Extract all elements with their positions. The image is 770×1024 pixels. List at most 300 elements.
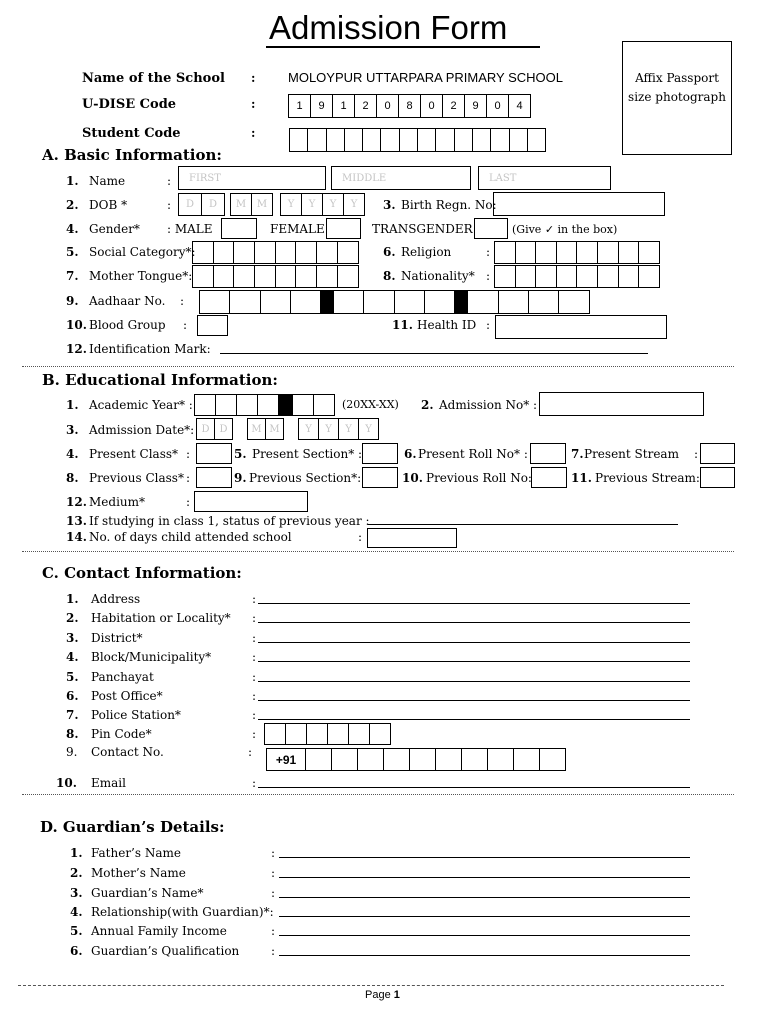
input-cell[interactable] [257, 394, 279, 416]
page-number [365, 989, 400, 1001]
colon: : [167, 174, 172, 188]
colon: : [486, 318, 491, 332]
days-attended-label: No. of days child attended school [89, 530, 292, 544]
input-cell[interactable] [275, 241, 297, 264]
item-number: 10. [402, 471, 423, 485]
input-cell[interactable] [487, 748, 514, 771]
input-cell[interactable] [194, 394, 216, 416]
last-name-input[interactable]: LAST [478, 166, 611, 190]
input-cell[interactable] [344, 128, 363, 152]
contact-label-9: Contact No. [91, 745, 164, 759]
input-cell[interactable] [597, 265, 619, 288]
input-cell[interactable] [515, 265, 537, 288]
input-cell[interactable] [233, 241, 255, 264]
footer-divider [18, 985, 724, 986]
input-cell[interactable] [357, 748, 384, 771]
section-a-heading: A. Basic Information: [42, 146, 222, 164]
input-cell[interactable] [399, 128, 418, 152]
input-cell[interactable] [275, 265, 297, 288]
colon: : [271, 924, 276, 938]
input-cell[interactable] [454, 128, 473, 152]
udise-digit: 0 [486, 94, 509, 118]
input-cell[interactable] [576, 241, 598, 264]
guardian-input-4[interactable] [279, 916, 690, 917]
health-id-input[interactable] [495, 315, 667, 339]
input-cell[interactable] [307, 128, 326, 152]
input-cell[interactable] [576, 265, 598, 288]
contact-input-5[interactable] [258, 681, 690, 682]
input-cell[interactable] [254, 241, 276, 264]
input-cell[interactable] [306, 723, 328, 745]
guardian-input-3[interactable] [279, 897, 690, 898]
item-number: 4. [70, 905, 83, 919]
guardian-label-5: Annual Family Income [91, 924, 227, 938]
dob-year-input[interactable] [280, 193, 364, 216]
placeholder-cell[interactable]: M [265, 418, 284, 440]
academic-year-hint: (20XX-XX) [342, 398, 399, 411]
placeholder-cell[interactable]: D [196, 418, 215, 440]
contact-input-2[interactable] [258, 622, 690, 623]
section-c-heading: C. Contact Information: [42, 564, 242, 582]
input-cell[interactable] [295, 241, 317, 264]
gender-female-checkbox[interactable] [326, 218, 361, 239]
input-cell[interactable] [618, 265, 640, 288]
section-d-heading: D. Guardian’s Details: [40, 818, 225, 836]
academic-year-label: Academic Year* : [89, 398, 193, 412]
section-divider [22, 366, 734, 367]
placeholder-cell[interactable]: M [251, 193, 273, 216]
input-cell[interactable] [233, 265, 255, 288]
input-cell[interactable] [383, 748, 410, 771]
item-number: 10. [56, 776, 77, 790]
input-cell[interactable] [556, 265, 578, 288]
gender-label: Gender* [89, 222, 140, 236]
udise-digit: 1 [332, 94, 355, 118]
input-cell[interactable] [192, 241, 214, 264]
item-number: 7. [571, 447, 584, 461]
input-cell[interactable] [331, 748, 358, 771]
guardian-label-2: Mother’s Name [91, 866, 186, 880]
social-category-label: Social Category*: [89, 245, 196, 259]
page-number-value: 1 [393, 989, 400, 1001]
item-number: 3. [70, 886, 83, 900]
gender-female-label: FEMALE [270, 222, 325, 236]
udise-digit: 4 [508, 94, 531, 118]
input-cell[interactable] [435, 748, 462, 771]
religion-label: Religion [401, 245, 452, 259]
placeholder-cell[interactable]: M [230, 193, 252, 216]
item-number: 11. [571, 471, 592, 485]
contact-input-6[interactable] [258, 700, 690, 701]
guardian-input-1[interactable] [279, 857, 690, 858]
input-cell[interactable] [326, 128, 345, 152]
input-cell[interactable] [618, 241, 640, 264]
input-cell[interactable] [236, 394, 258, 416]
section-divider [22, 551, 734, 552]
name-label: Name [89, 174, 126, 188]
input-cell[interactable] [556, 241, 578, 264]
guardian-label-3: Guardian’s Name* [91, 886, 204, 900]
placeholder-cell[interactable]: Y [280, 193, 302, 216]
placeholder-cell[interactable]: Y [343, 193, 365, 216]
previous-class-label: Previous Class* [89, 471, 184, 485]
item-number: 12. [66, 342, 87, 356]
admission-year-input[interactable] [298, 418, 378, 440]
input-cell[interactable] [461, 748, 488, 771]
student-code-label: Student Code [82, 126, 181, 141]
birth-regn-label: Birth Regn. No: [401, 198, 497, 212]
input-cell[interactable] [295, 265, 317, 288]
admission-no-input[interactable] [539, 392, 704, 416]
aadhaar-digit-cell[interactable] [424, 290, 455, 314]
item-number: 7. [66, 269, 79, 283]
colon: : [252, 670, 257, 684]
aadhaar-digit-cell[interactable] [498, 290, 529, 314]
item-number: 8. [383, 269, 396, 283]
contact-label-5: Panchayat [91, 670, 154, 684]
gender-male-checkbox[interactable] [221, 218, 257, 239]
aadhaar-digit-cell[interactable] [467, 290, 498, 314]
placeholder-cell[interactable]: D [201, 193, 225, 216]
section-divider [22, 794, 734, 795]
input-cell[interactable] [527, 128, 546, 152]
previous-roll-input[interactable] [531, 467, 567, 488]
separator-block [454, 290, 468, 314]
colon: : [183, 318, 188, 332]
item-number: 4. [66, 222, 79, 236]
udise-digit: 8 [398, 94, 421, 118]
colon: : [252, 650, 257, 664]
gender-transgender-label: TRANSGENDER [372, 222, 473, 236]
colon: : [167, 198, 172, 212]
input-cell[interactable] [316, 265, 338, 288]
colon: : [252, 689, 257, 703]
item-number: 1. [66, 398, 79, 412]
contact-input-7[interactable] [258, 719, 690, 720]
guardian-input-5[interactable] [279, 935, 690, 936]
gender-note: (Give ✓ in the box) [512, 223, 618, 236]
udise-digit: 9 [464, 94, 487, 118]
aadhaar-digit-cell[interactable] [363, 290, 394, 314]
blood-group-label: Blood Group [89, 318, 166, 332]
nationality-label: Nationality* [401, 269, 475, 283]
present-class-label: Present Class* [89, 447, 179, 461]
input-cell[interactable] [292, 394, 314, 416]
item-number: 4. [66, 650, 79, 664]
contact-no-input[interactable] [266, 748, 565, 771]
placeholder-cell[interactable]: Y [358, 418, 379, 440]
separator-block [278, 394, 293, 416]
udise-digit: 0 [376, 94, 399, 118]
previous-roll-label: Previous Roll No: [426, 471, 532, 485]
religion-input[interactable] [494, 241, 659, 264]
item-number: 4. [66, 447, 79, 461]
udise-digit: 2 [354, 94, 377, 118]
contact-label-6: Post Office* [91, 689, 163, 703]
dob-month-input[interactable] [230, 193, 272, 216]
colon: : [252, 631, 257, 645]
middle-name-input[interactable]: MIDDLE [331, 166, 471, 190]
input-cell[interactable] [597, 241, 619, 264]
previous-section-input[interactable] [362, 467, 398, 488]
aadhaar-label: Aadhaar No. [89, 294, 166, 308]
placeholder-cell[interactable]: Y [298, 418, 319, 440]
colon: : [358, 530, 363, 544]
medium-label: Medium* [89, 495, 146, 509]
section-b-heading: B. Educational Information: [42, 371, 278, 389]
input-cell[interactable] [435, 128, 454, 152]
aadhaar-input[interactable] [199, 290, 589, 314]
item-number: 6. [404, 447, 417, 461]
placeholder-cell[interactable]: Y [338, 418, 359, 440]
colon: : [251, 126, 256, 140]
colon: : [186, 447, 191, 461]
input-cell[interactable] [264, 723, 286, 745]
input-cell[interactable] [515, 241, 537, 264]
colon: : [252, 776, 257, 790]
contact-label-4: Block/Municipality* [91, 650, 212, 664]
item-number: 2. [66, 198, 79, 212]
previous-stream-input[interactable] [700, 467, 735, 488]
placeholder-cell[interactable]: Y [318, 418, 339, 440]
input-cell[interactable] [192, 265, 214, 288]
phone-prefix: +91 [266, 748, 306, 771]
input-cell[interactable] [348, 723, 370, 745]
contact-label-8: Pin Code* [91, 727, 152, 741]
placeholder-cell[interactable]: Y [301, 193, 323, 216]
input-cell[interactable] [472, 128, 491, 152]
admission-month-input[interactable] [247, 418, 283, 440]
colon: : [271, 886, 276, 900]
guardian-input-2[interactable] [279, 877, 690, 878]
item-number: 3. [66, 423, 79, 437]
identification-mark-input[interactable] [220, 353, 648, 354]
aadhaar-digit-cell[interactable] [558, 290, 589, 314]
input-cell[interactable] [494, 265, 516, 288]
colon: : [694, 447, 699, 461]
item-number: 8. [66, 471, 79, 485]
placeholder-cell[interactable]: D [178, 193, 202, 216]
contact-input-1[interactable] [258, 603, 690, 604]
udise-digit: 2 [442, 94, 465, 118]
academic-year-input[interactable] [194, 394, 334, 416]
guardian-label-4: Relationship(with Guardian)*: [91, 905, 274, 919]
input-cell[interactable] [494, 241, 516, 264]
previous-class-input[interactable] [196, 467, 232, 488]
previous-section-label: Previous Section*: [249, 471, 362, 485]
item-number: 3. [383, 198, 396, 212]
input-cell[interactable] [305, 748, 332, 771]
input-cell[interactable] [337, 241, 359, 264]
item-number: 6. [66, 689, 79, 703]
input-cell[interactable] [327, 723, 349, 745]
aadhaar-digit-cell[interactable] [260, 290, 291, 314]
item-number: 2. [66, 611, 79, 625]
input-cell[interactable] [539, 748, 566, 771]
present-roll-label: Present Roll No* : [418, 447, 528, 461]
item-number: 1. [66, 592, 79, 606]
udise-digit: 9 [310, 94, 333, 118]
input-cell[interactable] [417, 128, 436, 152]
colon: : [252, 708, 257, 722]
udise-code-boxes [288, 94, 530, 118]
contact-input-3[interactable] [258, 642, 690, 643]
present-section-input[interactable] [362, 443, 398, 464]
present-stream-label: Present Stream [584, 447, 679, 461]
aadhaar-digit-cell[interactable] [229, 290, 260, 314]
input-cell[interactable] [362, 128, 381, 152]
colon: : [186, 495, 191, 509]
student-code-input[interactable] [289, 128, 545, 152]
school-name-label: Name of the School [82, 71, 225, 86]
previous-year-status-input[interactable] [368, 524, 678, 525]
item-number: 1. [66, 174, 79, 188]
colon: : [180, 294, 185, 308]
item-number: 8. [66, 727, 79, 741]
item-number: 5. [70, 924, 83, 938]
admission-no-label: Admission No* : [439, 398, 538, 412]
contact-label-2: Habitation or Locality* [91, 611, 231, 625]
previous-stream-label: Previous Stream: [595, 471, 700, 485]
item-number: 3. [66, 631, 79, 645]
item-number: 5. [234, 447, 247, 461]
school-name-value: MOLOYPUR UTTARPARA PRIMARY SCHOOL [288, 70, 563, 85]
aadhaar-digit-cell[interactable] [290, 290, 321, 314]
input-cell[interactable] [490, 128, 509, 152]
item-number: 13. [66, 514, 87, 528]
contact-label-3: District* [91, 631, 143, 645]
item-number: 1. [70, 846, 83, 860]
input-cell[interactable] [254, 265, 276, 288]
input-cell[interactable] [535, 265, 557, 288]
present-roll-input[interactable] [530, 443, 566, 464]
item-number: 10. [66, 318, 87, 332]
item-number: 6. [383, 245, 396, 259]
first-name-input[interactable]: FIRST [178, 166, 326, 190]
blood-group-input[interactable] [197, 315, 228, 336]
input-cell[interactable] [289, 128, 308, 152]
medium-input[interactable] [194, 491, 308, 512]
colon: : [251, 97, 256, 111]
placeholder-cell[interactable]: Y [322, 193, 344, 216]
item-number: 5. [66, 670, 79, 684]
item-number: 9. [66, 294, 79, 308]
item-number: 2. [70, 866, 83, 880]
guardian-input-6[interactable] [279, 955, 690, 956]
input-cell[interactable] [337, 265, 359, 288]
colon: : [271, 866, 276, 880]
colon: : [248, 745, 253, 759]
gender-male-label: : MALE [167, 222, 213, 236]
identification-mark-label: Identification Mark: [89, 342, 211, 356]
placeholder-cell[interactable]: M [247, 418, 266, 440]
social-category-input[interactable] [192, 241, 358, 264]
contact-label-1: Address [91, 592, 141, 606]
admission-date-label: Admission Date*: [89, 423, 195, 437]
aadhaar-digit-cell[interactable] [199, 290, 230, 314]
placeholder-cell[interactable]: D [214, 418, 233, 440]
item-number: 9. [66, 745, 78, 759]
admission-day-input[interactable] [196, 418, 232, 440]
udise-digit: 1 [288, 94, 311, 118]
item-number: 2. [421, 398, 434, 412]
item-number: 6. [70, 944, 83, 958]
input-cell[interactable] [285, 723, 307, 745]
colon: : [186, 471, 191, 485]
separator-block [320, 290, 334, 314]
contact-input-10[interactable] [258, 787, 690, 788]
title-underline [266, 46, 540, 48]
colon: : [271, 944, 276, 958]
aadhaar-digit-cell[interactable] [394, 290, 425, 314]
item-number: 12. [66, 495, 87, 509]
dob-label: DOB * [89, 198, 128, 212]
colon: : [252, 727, 257, 741]
contact-input-4[interactable] [258, 661, 690, 662]
mother-tongue-input[interactable] [192, 265, 358, 288]
input-cell[interactable] [213, 265, 235, 288]
input-cell[interactable] [213, 241, 235, 264]
item-number: 11. [392, 318, 413, 332]
passport-photo-box[interactable]: Affix Passport size photograph [622, 41, 732, 155]
item-number: 14. [66, 530, 87, 544]
days-attended-input[interactable] [367, 528, 457, 548]
mother-tongue-label: Mother Tongue*: [89, 269, 193, 283]
contact-label-7: Police Station* [91, 708, 181, 722]
input-cell[interactable] [313, 394, 335, 416]
colon: : [486, 269, 491, 283]
nationality-input[interactable] [494, 265, 659, 288]
colon: : [251, 71, 256, 85]
page-title: Admission Form [269, 9, 508, 46]
pin-code-input[interactable] [264, 723, 390, 745]
gender-transgender-checkbox[interactable] [474, 218, 508, 239]
present-stream-input[interactable] [700, 443, 735, 464]
item-number: 5. [66, 245, 79, 259]
colon: : [271, 846, 276, 860]
input-cell[interactable] [369, 723, 391, 745]
birth-regn-input[interactable] [493, 192, 665, 216]
present-class-input[interactable] [196, 443, 232, 464]
input-cell[interactable] [316, 241, 338, 264]
input-cell[interactable] [535, 241, 557, 264]
guardian-label-1: Father’s Name [91, 846, 181, 860]
item-number: 7. [66, 708, 79, 722]
health-id-label: Health ID [417, 318, 477, 332]
present-section-label: Present Section* : [252, 447, 363, 461]
input-cell[interactable] [380, 128, 399, 152]
guardian-label-6: Guardian’s Qualification [91, 944, 240, 958]
colon: : [252, 611, 257, 625]
dob-day-input[interactable] [178, 193, 224, 216]
input-cell[interactable] [509, 128, 528, 152]
previous-year-status-label: If studying in class 1, status of previous year : [89, 514, 370, 528]
input-cell[interactable] [215, 394, 237, 416]
colon: : [252, 592, 257, 606]
item-number: 9. [234, 471, 247, 485]
input-cell[interactable] [638, 241, 660, 264]
input-cell[interactable] [409, 748, 436, 771]
colon: : [486, 245, 491, 259]
aadhaar-digit-cell[interactable] [528, 290, 559, 314]
udise-code-label: U-DISE Code [82, 97, 177, 112]
aadhaar-digit-cell[interactable] [333, 290, 364, 314]
udise-digit: 0 [420, 94, 443, 118]
contact-label-10: Email [91, 776, 126, 790]
input-cell[interactable] [638, 265, 660, 288]
input-cell[interactable] [513, 748, 540, 771]
page-label: Page [365, 989, 391, 1001]
